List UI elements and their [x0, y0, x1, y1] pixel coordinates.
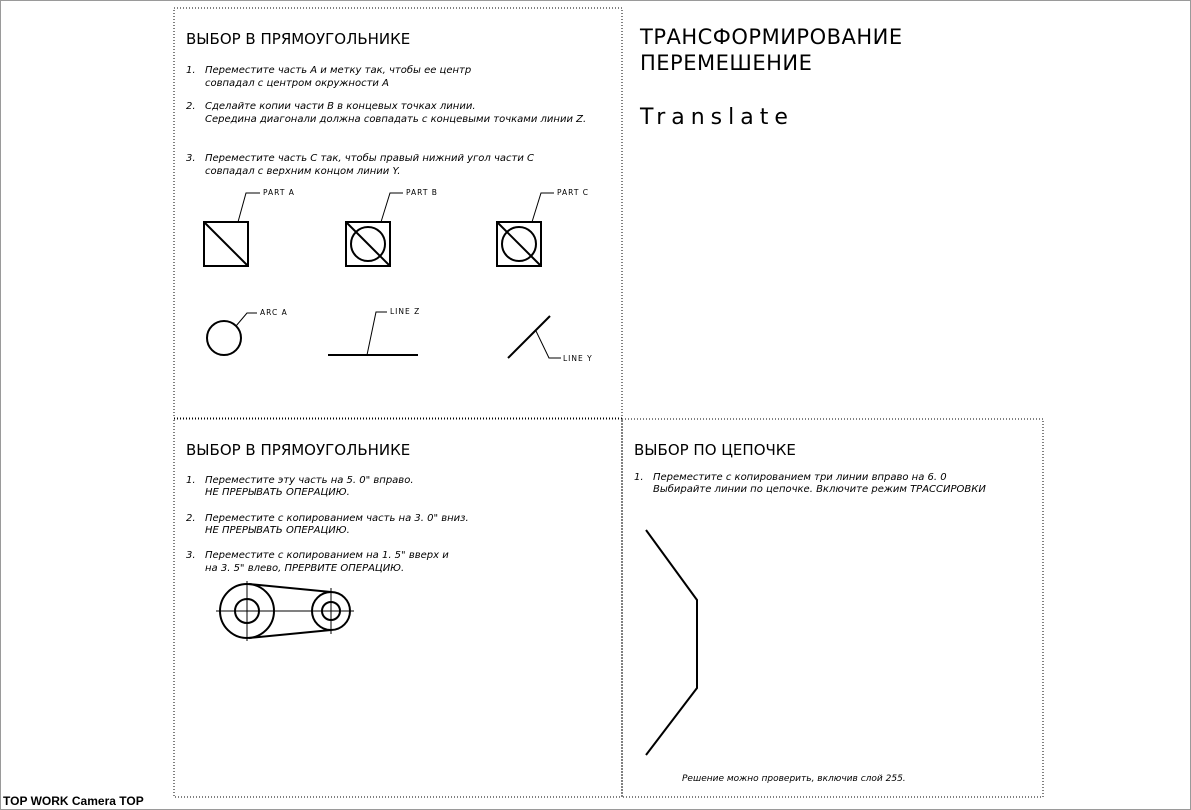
panel1-heading: ВЫБОР В ПРЯМОУГОЛЬНИКЕ: [186, 30, 411, 48]
line-z-label: LINE Z: [390, 307, 421, 316]
panel2-step1-num: 1.: [186, 475, 196, 486]
command-name: Translate: [640, 105, 794, 130]
arc-a-label: ARC A: [260, 308, 288, 317]
panel2-step1-line1: Переместите эту часть на 5. 0" вправо.: [205, 475, 414, 486]
viewport-border: [1, 1, 1191, 810]
panel3-step1-num: 1.: [634, 472, 644, 483]
header-title: [639, 25, 903, 130]
panel2-step3-line2: на 3. 5" влево, ПРЕРВИТЕ ОПЕРАЦИЮ.: [205, 563, 405, 574]
panel1-step2-line2: Середина диагонали должна совпадать с концевыми точками линии Z.: [205, 114, 587, 125]
chain-lines-geometry[interactable]: [646, 530, 697, 755]
panel1-step2-line1: Сделайте копии части B в концевых точках линии.: [205, 101, 476, 112]
panel2-step3-num: 3.: [186, 550, 196, 561]
part-b-leader: [381, 193, 403, 222]
panel2-step1-line2: НЕ ПРЕРЫВАТЬ ОПЕРАЦИЮ.: [205, 487, 350, 498]
line-y-geometry[interactable]: [508, 316, 550, 358]
panel2-step2-line2: НЕ ПРЕРЫВАТЬ ОПЕРАЦИЮ.: [205, 525, 350, 536]
sheet-frames: [174, 8, 1043, 797]
link-part-geometry[interactable]: [216, 581, 354, 641]
part-b-label: PART B: [406, 188, 438, 197]
panel2-heading: ВЫБОР В ПРЯМОУГОЛЬНИКЕ: [186, 441, 411, 459]
part-b-geometry[interactable]: [346, 222, 390, 266]
panel3-footer-note: Решение можно проверить, включив слой 255.: [682, 774, 906, 784]
part-a-geometry[interactable]: [204, 222, 248, 266]
arc-a-geometry[interactable]: [207, 321, 241, 355]
arc-a-leader: [236, 313, 257, 326]
panel2: [186, 441, 469, 641]
panel3: [634, 441, 986, 784]
line-y-leader: [536, 331, 561, 358]
part-c-label: PART C: [557, 188, 590, 197]
line-z-leader: [367, 312, 387, 355]
panel2-step2-line1: Переместите с копированием часть на 3. 0" вниз.: [205, 513, 469, 524]
panel1-step3-num: 3.: [186, 153, 196, 164]
panel3-step1-line2: Выбирайте линии по цепочке. Включите режим ТРАССИРОВКИ: [653, 484, 986, 495]
panel1-step3-line1: Переместите часть C так, чтобы правый нижний угол части C: [205, 153, 535, 164]
panel1-step1-num: 1.: [186, 65, 196, 76]
part-c-leader: [532, 193, 554, 222]
title-line1: ТРАНСФОРМИРОВАНИЕ: [640, 25, 903, 49]
panel2-step2-num: 2.: [186, 513, 196, 524]
part-a-label: PART A: [263, 188, 295, 197]
panel2-step3-line1: Переместите с копированием на 1. 5" вверх и: [205, 550, 449, 561]
panel1-step1-line2: совпадал с центром окружности A: [205, 78, 389, 89]
panel1-step2-num: 2.: [186, 101, 196, 112]
viewport-status-label: TOP WORK Camera TOP: [3, 794, 144, 808]
panel3-step1-line1: Переместите с копированием три линии вправо на 6. 0: [653, 472, 947, 483]
panel1-step1-line1: Переместите часть A и метку так, чтобы ее центр: [205, 65, 472, 76]
line-y-label: LINE Y: [563, 354, 593, 363]
panel1: [186, 30, 593, 363]
panel1-step3-line2: совпадал с верхним концом линии Y.: [205, 166, 401, 177]
panel3-heading: ВЫБОР ПО ЦЕПОЧКЕ: [634, 441, 796, 459]
part-c-geometry[interactable]: [497, 222, 541, 266]
title-line2: ПЕРЕМЕШЕНИЕ: [640, 51, 813, 75]
part-a-leader: [238, 193, 260, 222]
